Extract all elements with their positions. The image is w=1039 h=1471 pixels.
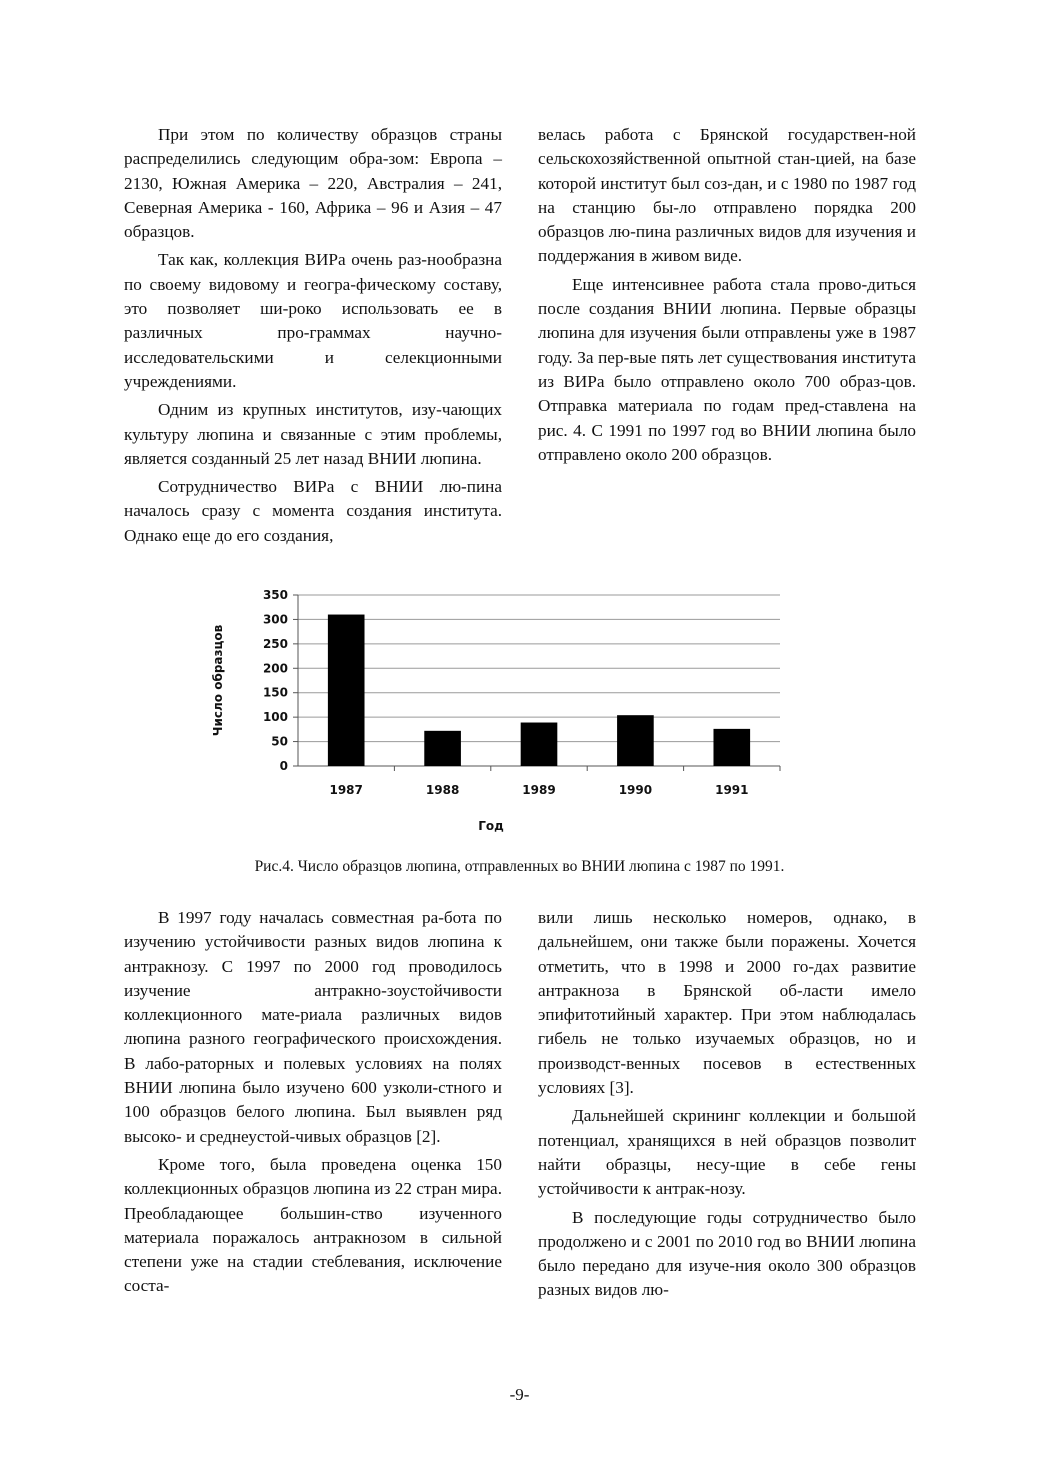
y-tick-label: 300 — [262, 612, 288, 627]
column-top-right — [538, 123, 916, 471]
x-tick-label: 1990 — [618, 783, 653, 797]
bar-chart — [200, 583, 800, 843]
paragraph-continued: вили лишь несколько номеров, однако, в дальнейшем, они также были поражены. Хочется отметить, что в 1998 и 2000 го-дах развитие антракноза в Брянской об-ласти имело эпифитотийный характер. При этом наблюдалась гибель не только изучаемых образцов, но и производст-венных посевов в естественных условиях [3]. — [538, 908, 916, 1098]
paragraph: Дальнейшей скрининг коллекции и большой потенциал, хранящихся в ней образцов позволит найти образцы, несу-щие в себе гены устойчивости к антрак-нозу. — [538, 1106, 916, 1199]
x-tick-label: 1988 — [425, 783, 460, 797]
y-tick-label: 250 — [262, 636, 288, 651]
y-tick-label: 200 — [262, 661, 288, 676]
paragraph: Одним из крупных институтов, изу-чающих культуру люпина и связанные с этим проблемы, является созданный 25 лет назад ВНИИ люпина. — [124, 400, 502, 468]
column-bottom-left — [124, 906, 502, 1303]
paragraph: В последующие годы сотрудничество было продолжено и с 2001 по 2010 год во ВНИИ люпина было передано для изуче-ния около 300 образцов разных видов лю- — [538, 1207, 916, 1300]
column-top-left — [124, 123, 502, 552]
paragraph: Еще интенсивнее работа стала прово-диться после создания ВНИИ люпина. Первые образцы люпина для изучения были отправлены уже в 1987 году. За пер-вые пять лет существования института из ВИРа было отправлено около 700 образ-цов. Отправка материала по годам пред-ставлена на рис. 4. С 1991 по 1997 год во ВНИИ люпина было отправлено около 200 образцов. — [538, 274, 916, 464]
paragraph: Кроме того, была проведена оценка 150 коллекционных образцов люпина из 22 стран мира. Преобладающее большин-ство изученного материала поражалось антракнозом в сильной степени уже на стадии стеблевания, исключение соста- — [124, 1154, 502, 1296]
y-tick-label: 100 — [262, 710, 288, 725]
paragraph: В 1997 году началась совместная ра-бота по изучению устойчивости разных видов люпина к антракнозу. С 1997 по 2000 год проводилось изучение антракно-зоустойчивости коллекционного мате-риала различных видов люпина разного географического происхождения. В лабо-раторных и полевых условиях на полях ВНИИ люпина было изучено 600 узколи-стного и 100 образцов белого люпина. Был выявлен ряд высоко- и среднеустой-чивых образцов [2]. — [124, 908, 502, 1146]
bar-1987 — [328, 615, 365, 766]
x-axis-label: Год — [478, 819, 504, 833]
figure-caption: Рис.4. Число образцов люпина, отправленных во ВНИИ люпина с 1987 по 1991. — [254, 858, 785, 875]
y-tick-label: 150 — [262, 685, 288, 700]
paragraph: Так как, коллекция ВИРа очень раз-нообразна по своему видовому и геогра-фическому составу, это позволяет ши-роко использовать ее в различных про-граммах научно-исследовательскими и селекционными учреждениями. — [124, 250, 502, 391]
paragraph-continued: велась работа с Брянской государствен-ной сельскохозяйственной опытной стан-цией, на базе которой институт был соз-дан, и с 1980 по 1987 год на станцию бы-ло отправлено порядка 200 образцов лю-пина различных видов для изучения и поддержания в живом виде. — [538, 125, 916, 266]
x-tick-label: 1991 — [715, 783, 749, 797]
bar-1988 — [424, 731, 461, 766]
bar-1989 — [521, 723, 558, 766]
y-axis-label: Число образцов — [211, 624, 225, 737]
y-tick-label: 350 — [262, 588, 288, 602]
bar-1991 — [713, 729, 750, 766]
x-tick-label: 1987 — [329, 783, 363, 797]
y-tick-label: 0 — [279, 759, 288, 773]
paragraph: При этом по количеству образцов страны распределились следующим обра-зом: Европа – 2130, Южная Америка – 220, Австралия – 241, Северная Америка - 160, Африка – 96 и Азия – 47 образцов. — [124, 125, 502, 242]
bar-1990 — [617, 715, 654, 766]
figure-4-chart — [200, 583, 800, 843]
column-bottom-right — [538, 906, 916, 1307]
x-tick-label: 1989 — [522, 783, 556, 797]
paragraph: Сотрудничество ВИРа с ВНИИ лю-пина началось сразу с момента создания института. Однако еще до его создания, — [124, 477, 502, 545]
page-number: -9- — [509, 1385, 530, 1404]
y-tick-label: 50 — [271, 734, 288, 749]
